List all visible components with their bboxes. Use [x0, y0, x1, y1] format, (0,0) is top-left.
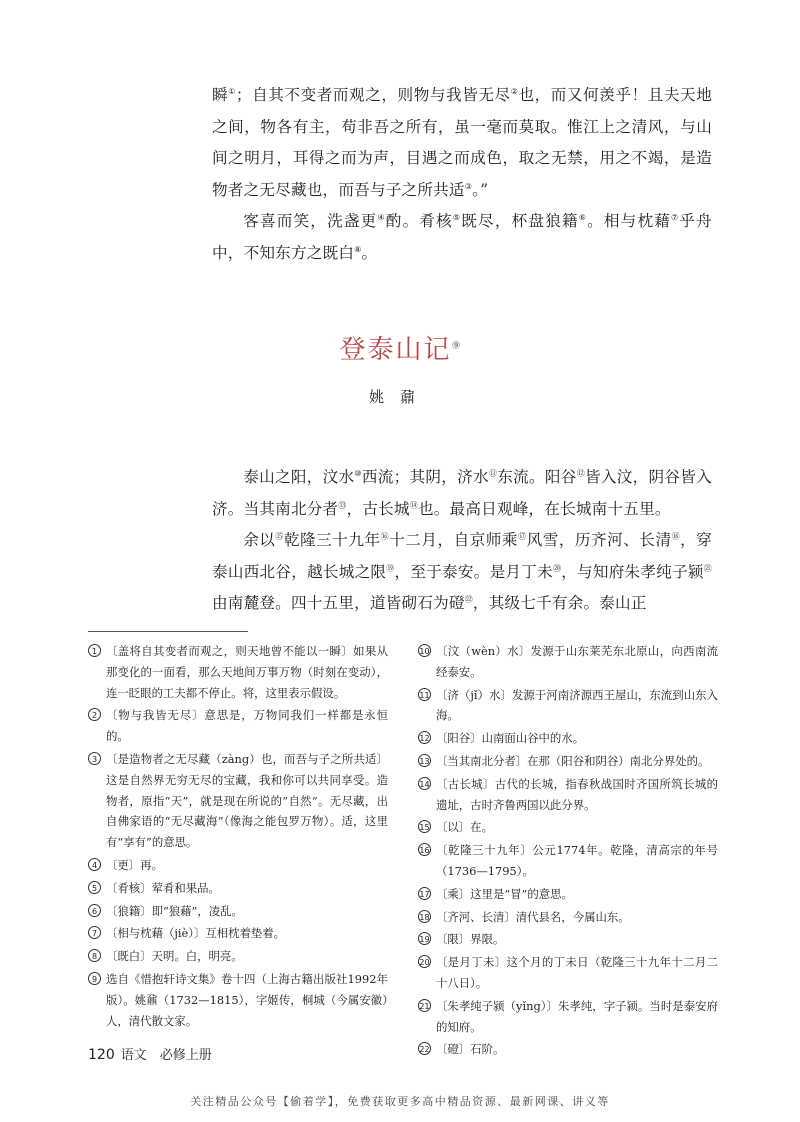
footnotes-left-column — [88, 641, 388, 1033]
footnote — [418, 884, 718, 905]
text-run: 皆入汶，阴谷皆入济。当其南北分者 — [212, 468, 712, 518]
footnote — [88, 855, 388, 876]
paragraph — [212, 462, 712, 525]
footnote-marker[interactable]: ⑲ — [386, 563, 395, 573]
footnote-marker[interactable]: ① — [228, 86, 236, 96]
footnote-number: 1 — [88, 644, 101, 657]
footnote-text: 〔乾隆三十九年〕公元1774年。乾隆，清高宗的年号（1736—1795）。 — [436, 843, 718, 878]
footnote-text: 〔当其南北分者〕在那（阳谷和阴谷）南北分界处的。 — [436, 753, 710, 768]
footnote — [88, 901, 388, 922]
footnote-marker[interactable]: ⑨ — [451, 340, 461, 352]
footnote — [418, 907, 718, 928]
footnote — [418, 840, 718, 882]
footnote — [88, 969, 388, 1031]
text-run: 风雪，历齐河、长清 — [526, 531, 672, 549]
text-run: 酌。肴核 — [385, 212, 453, 230]
footnote-text: 〔是月丁未〕这个月的丁未日（乾隆三十九年十二月二十八日）。 — [436, 955, 718, 990]
footnote-number: 13 — [418, 754, 431, 767]
footnote-marker[interactable]: ⑭ — [409, 500, 418, 510]
footnote-text: 〔物与我皆无尽〕意思是，万物同我们一样都是永恒的。 — [106, 708, 388, 744]
paragraph — [212, 80, 712, 206]
text-run: 也，而又何羡乎！且夫天地之间，物各有主，苟非吾之所有，虽一毫而莫取。惟江上之清风，与山间之明月，耳得之而为声，目遇之而成色，取之无禁，用之不竭，是造物者之无尽藏也，而吾与子之所共适 — [212, 86, 713, 199]
footnote-number: 8 — [88, 949, 101, 962]
footnote-marker[interactable]: ⑪ — [488, 468, 498, 478]
footnote — [418, 774, 718, 816]
text-run: ，其级七千有余。泰山正 — [472, 594, 647, 612]
body-text-main — [212, 462, 712, 620]
footnote-marker[interactable]: ⑫ — [576, 468, 585, 478]
footnote — [418, 929, 718, 950]
footer-notice: 关注精品公众号【偷着学】，免费获取更多高中精品资源、最新网课、讲义等 — [190, 1095, 610, 1108]
book-title: 语文 必修上册 — [120, 1048, 212, 1063]
footnote-number: 19 — [418, 932, 431, 945]
footnote-text: 〔济（jǐ）水〕发源于河南济源西王屋山，东流到山东入海。 — [436, 687, 718, 723]
footnote — [418, 641, 718, 683]
footnote — [418, 996, 718, 1038]
text-run: 东流。阳谷 — [497, 468, 577, 486]
text-run: 也。最高日观峰，在长城南十五里。 — [417, 499, 671, 518]
body-text-top — [212, 80, 712, 269]
page-number: 120 — [88, 1047, 115, 1063]
footnote-number: 22 — [418, 1042, 431, 1055]
text-run: 西流；其阴，济水 — [361, 468, 489, 486]
footnotes-right-column — [418, 641, 718, 1062]
footnote — [88, 923, 388, 944]
author: 姚鼐 — [368, 388, 431, 406]
footnote — [418, 751, 718, 772]
footnote-marker[interactable]: ㉑ — [703, 563, 712, 573]
footnote-text: 〔是造物者之无尽藏（zàng）也，而吾与子之所共适〕这是自然界无穷无尽的宝藏，我和你可以共同享受。造物者，原指“天”，就是现在所说的“自然”。无尽藏，出自佛家语的“无尽藏海”（像海之能包罗万物）。适，这里有“享有”的意思。 — [106, 751, 388, 850]
footnote-number: 10 — [418, 644, 431, 657]
footnote — [418, 817, 718, 838]
footnote-text: 〔乘〕这里是“冒”的意思。 — [436, 886, 573, 901]
footnote-text: 〔狼籍〕即“狼藉”，凌乱。 — [106, 903, 243, 918]
footnote-marker[interactable]: ③ — [464, 181, 473, 191]
footnote-text: 〔磴〕石阶。 — [436, 1042, 505, 1057]
footnote-text: 〔汶（wèn）水〕发源于山东莱芜东北原山，向西南流经泰安。 — [436, 644, 718, 679]
footnote — [88, 705, 388, 747]
text-run: 乾隆三十九年 — [283, 531, 381, 549]
footnote-text: 〔盖将自其变者而观之，则天地曾不能以一瞬〕如果从那变化的一面看，那么天地间万事万物（时刻在变动），连一眨眼的工夫都不停止。将，这里表示假设。 — [106, 644, 388, 700]
footnote-marker[interactable]: ⑳ — [552, 563, 562, 573]
title-text: 登泰山记 — [339, 335, 452, 365]
footnote-marker[interactable]: ⑰ — [518, 531, 527, 541]
footnote-text: 〔朱孝纯子颍（yǐng）〕朱孝纯，字子颍。当时是泰安府的知府。 — [436, 998, 718, 1034]
footnote-number: 9 — [88, 972, 101, 985]
footnote-number: 17 — [418, 887, 431, 900]
footnote-marker[interactable]: ⑤ — [452, 212, 462, 222]
footnote-number: 16 — [418, 843, 431, 856]
footnote-text: 〔更〕再。 — [106, 857, 163, 872]
text-run: 乎舟中，不知东方之既白 — [212, 212, 712, 262]
footnote-number: 7 — [88, 926, 101, 939]
footnote-marker[interactable]: ㉒ — [464, 594, 473, 604]
footnote — [88, 878, 388, 899]
footnote-number: 5 — [88, 881, 101, 894]
footnote-marker[interactable]: ⑱ — [671, 531, 681, 541]
footnote — [418, 728, 718, 749]
text-run: 由南麓登。四十五里，道皆砌石为磴 — [212, 594, 465, 612]
footnote-text: 〔齐河、长清〕清代县名，今属山东。 — [436, 909, 630, 924]
text-run: ，至于泰安。是月丁未 — [394, 562, 553, 581]
footnote-marker[interactable]: ⑦ — [671, 212, 680, 222]
text-run: 余以 — [243, 531, 276, 549]
text-run: 。 — [361, 243, 378, 262]
footnote-number: 21 — [418, 999, 431, 1012]
footnote-marker[interactable]: ⑧ — [354, 244, 362, 254]
text-run: 既尽，杯盘狼籍 — [461, 212, 579, 230]
article-title — [0, 330, 800, 370]
text-run: ；自其不变者而观之，则物与我皆无尽 — [235, 86, 511, 104]
footnote-number: 20 — [418, 955, 431, 968]
footnote — [418, 1039, 718, 1060]
footnote-number: 6 — [88, 904, 101, 917]
page-number-line — [88, 1045, 212, 1066]
text-run: ，与知府朱孝纯子颍 — [561, 562, 704, 581]
footnote-text: 〔既白〕天明。白，明亮。 — [106, 949, 243, 964]
footnote-text: 〔以〕在。 — [436, 820, 493, 835]
text-run: 泰山之阳，汶水 — [243, 468, 355, 486]
footnote-text: 〔阳谷〕山南面山谷中的水。 — [436, 731, 585, 746]
footnote-number: 14 — [418, 777, 431, 790]
footnote — [88, 946, 388, 967]
footnote-marker[interactable]: ⑩ — [354, 468, 362, 478]
footnote-text: 〔古长城〕古代的长城，指春秋战国时齐国所筑长城的遗址，古时齐鲁两国以此分界。 — [436, 776, 718, 812]
footnote-text: 〔肴核〕荤肴和果品。 — [106, 880, 220, 895]
footnote-number: 3 — [88, 752, 101, 765]
footnote-divider — [88, 631, 248, 632]
text-run: 十二月，自京师乘 — [389, 531, 519, 549]
paragraph — [212, 206, 712, 269]
footnote-number: 11 — [418, 688, 431, 701]
footnote — [418, 952, 718, 994]
footnote-text: 〔相与枕藉（jiè）〕互相枕着垫着。 — [106, 926, 286, 941]
text-run: 。相与枕藉 — [587, 212, 672, 230]
text-run: 。” — [472, 180, 489, 199]
footnote-number: 18 — [418, 910, 431, 923]
text-run: 瞬 — [212, 86, 229, 104]
footnote-number: 12 — [418, 731, 431, 744]
footnote-marker[interactable]: ⑯ — [380, 531, 390, 541]
footnote-marker[interactable]: ⑥ — [578, 212, 588, 222]
text-run: 客喜而笑，洗盏更 — [243, 212, 378, 230]
paragraph — [212, 525, 712, 620]
footnote — [88, 641, 388, 703]
footnote-number: 2 — [88, 708, 101, 721]
footnote-text: 选自《惜抱轩诗文集》卷十四（上海古籍出版社1992年版）。姚鼐（1732—1815），字姬传，桐城（今属安徽）人，清代散文家。 — [106, 971, 388, 1028]
footnote — [88, 749, 388, 853]
footnote-text: 〔限〕界限。 — [436, 932, 505, 947]
text-run: ，古长城 — [346, 499, 410, 518]
footnote-marker[interactable]: ④ — [377, 212, 386, 222]
footnote-marker[interactable]: ⑮ — [275, 531, 284, 541]
footnote-number: 4 — [88, 858, 101, 871]
text-run: ，穿泰山西北谷，越长城之限 — [212, 531, 713, 581]
footnote — [418, 685, 718, 727]
footnote-number: 15 — [418, 820, 431, 833]
footnote-marker[interactable]: ② — [510, 86, 519, 96]
footnote-marker[interactable]: ⑬ — [338, 500, 347, 510]
